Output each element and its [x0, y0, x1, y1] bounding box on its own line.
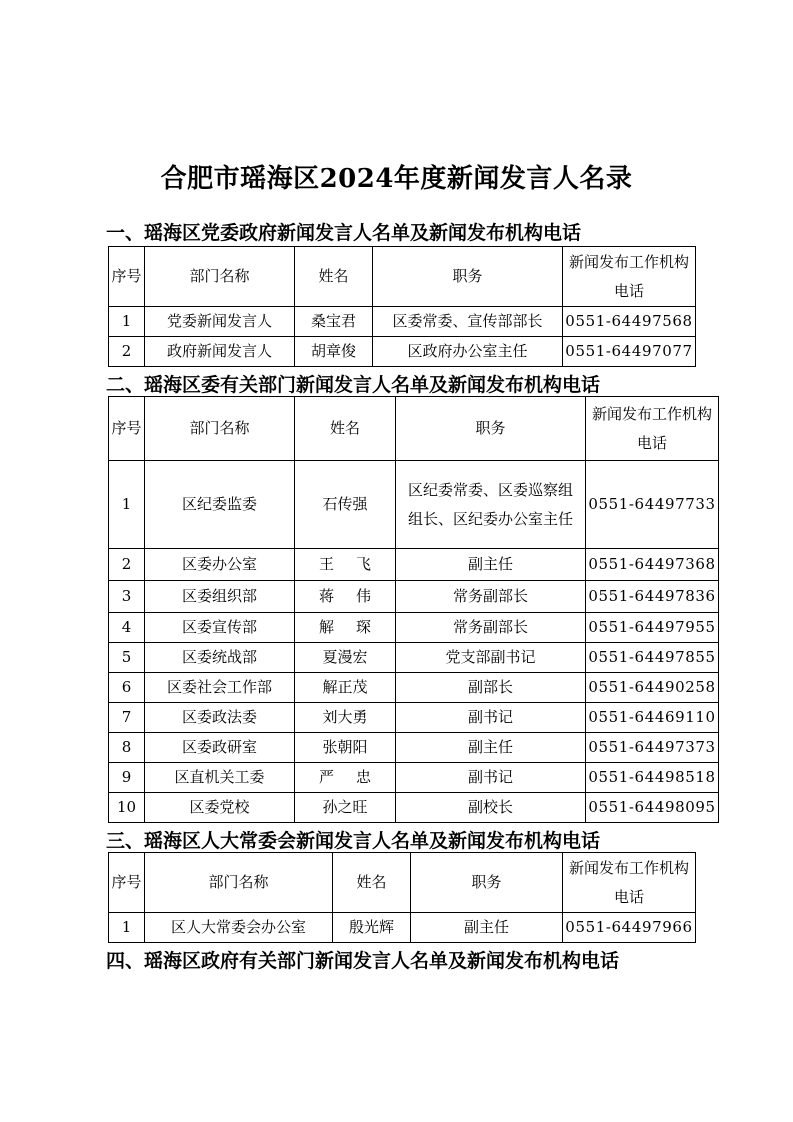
table-header-row: [109, 853, 696, 913]
cell-seq: 2: [109, 549, 145, 581]
cell-phone: 0551-64469110: [586, 703, 719, 733]
section-heading-2: 二、瑶海区委有关部门新闻发言人名单及新闻发布机构电话: [106, 374, 601, 396]
cell-seq: 5: [109, 643, 145, 673]
cell-seq: 7: [109, 703, 145, 733]
cell-name: 解琛: [295, 613, 396, 643]
cell-phone: 0551-64497855: [586, 643, 719, 673]
cell-phone: 0551-64497955: [586, 613, 719, 643]
cell-phone: 0551-64497966: [563, 913, 696, 943]
cell-position: 常务副部长: [396, 613, 586, 643]
cell-seq: 3: [109, 581, 145, 613]
cell-dept: 区委宣传部: [145, 613, 295, 643]
header-dept: 部门名称: [145, 247, 295, 307]
cell-name: 蒋伟: [295, 581, 396, 613]
table-row: [109, 461, 719, 549]
header-phone: 新闻发布工作机构电话: [586, 397, 719, 461]
table-section-1: [108, 246, 696, 367]
table-header-row: [109, 247, 696, 307]
cell-dept: 区委党校: [145, 793, 295, 823]
cell-dept: 区委组织部: [145, 581, 295, 613]
cell-position: 区委常委、宣传部部长: [373, 307, 563, 337]
table-row: [109, 581, 719, 613]
header-name: 姓名: [295, 247, 373, 307]
table-row: [109, 913, 696, 943]
table-row: [109, 643, 719, 673]
cell-position: 区纪委常委、区委巡察组组长、区纪委办公室主任: [396, 461, 586, 549]
section-heading-4: 四、瑶海区政府有关部门新闻发言人名单及新闻发布机构电话: [106, 950, 620, 972]
table-row: [109, 307, 696, 337]
cell-name: 殷光辉: [333, 913, 411, 943]
cell-position: 党支部副书记: [396, 643, 586, 673]
cell-position: 副主任: [396, 733, 586, 763]
cell-dept: 党委新闻发言人: [145, 307, 295, 337]
cell-name: 胡章俊: [295, 337, 373, 367]
table-row: [109, 763, 719, 793]
cell-phone: 0551-64497568: [563, 307, 696, 337]
cell-name: 刘大勇: [295, 703, 396, 733]
header-phone: 新闻发布工作机构电话: [563, 853, 696, 913]
cell-position: 副主任: [396, 549, 586, 581]
cell-name: 石传强: [295, 461, 396, 549]
cell-seq: 1: [109, 913, 145, 943]
table-row: [109, 613, 719, 643]
cell-position: 副书记: [396, 703, 586, 733]
cell-dept: 区委政研室: [145, 733, 295, 763]
cell-dept: 区纪委监委: [145, 461, 295, 549]
cell-phone: 0551-64490258: [586, 673, 719, 703]
cell-phone: 0551-64497733: [586, 461, 719, 549]
cell-position: 副部长: [396, 673, 586, 703]
table-section-3: [108, 852, 696, 943]
cell-seq: 2: [109, 337, 145, 367]
header-dept: 部门名称: [145, 853, 333, 913]
header-seq: 序号: [109, 247, 145, 307]
cell-name: 王飞: [295, 549, 396, 581]
table-header-row: [109, 397, 719, 461]
cell-position: 副主任: [411, 913, 563, 943]
cell-seq: 9: [109, 763, 145, 793]
document-title: 合肥市瑶海区2024年度新闻发言人名录: [160, 164, 633, 194]
table-row: [109, 703, 719, 733]
cell-position: 副书记: [396, 763, 586, 793]
cell-seq: 10: [109, 793, 145, 823]
header-seq: 序号: [109, 853, 145, 913]
cell-position: 区政府办公室主任: [373, 337, 563, 367]
cell-dept: 区委办公室: [145, 549, 295, 581]
cell-phone: 0551-64497373: [586, 733, 719, 763]
table-row: [109, 793, 719, 823]
table-row: [109, 673, 719, 703]
table-row: [109, 549, 719, 581]
cell-seq: 1: [109, 307, 145, 337]
table-row: [109, 733, 719, 763]
header-phone: 新闻发布工作机构电话: [563, 247, 696, 307]
section-heading-1: 一、瑶海区党委政府新闻发言人名单及新闻发布机构电话: [106, 222, 582, 244]
header-position: 职务: [373, 247, 563, 307]
header-name: 姓名: [333, 853, 411, 913]
cell-seq: 1: [109, 461, 145, 549]
header-name: 姓名: [295, 397, 396, 461]
cell-dept: 区直机关工委: [145, 763, 295, 793]
cell-dept: 区委政法委: [145, 703, 295, 733]
header-seq: 序号: [109, 397, 145, 461]
header-dept: 部门名称: [145, 397, 295, 461]
header-position: 职务: [411, 853, 563, 913]
cell-seq: 6: [109, 673, 145, 703]
cell-dept: 区人大常委会办公室: [145, 913, 333, 943]
cell-phone: 0551-64498518: [586, 763, 719, 793]
cell-phone: 0551-64498095: [586, 793, 719, 823]
cell-name: 桑宝君: [295, 307, 373, 337]
cell-name: 孙之旺: [295, 793, 396, 823]
section-heading-3: 三、瑶海区人大常委会新闻发言人名单及新闻发布机构电话: [106, 830, 601, 852]
cell-dept: 政府新闻发言人: [145, 337, 295, 367]
cell-name: 解正茂: [295, 673, 396, 703]
cell-seq: 4: [109, 613, 145, 643]
cell-phone: 0551-64497077: [563, 337, 696, 367]
cell-position: 副校长: [396, 793, 586, 823]
table-row: [109, 337, 696, 367]
table-section-2: [108, 396, 719, 823]
cell-position: 常务副部长: [396, 581, 586, 613]
cell-dept: 区委统战部: [145, 643, 295, 673]
header-position: 职务: [396, 397, 586, 461]
cell-name: 张朝阳: [295, 733, 396, 763]
cell-name: 夏漫宏: [295, 643, 396, 673]
cell-name: 严忠: [295, 763, 396, 793]
cell-seq: 8: [109, 733, 145, 763]
cell-phone: 0551-64497836: [586, 581, 719, 613]
cell-phone: 0551-64497368: [586, 549, 719, 581]
cell-dept: 区委社会工作部: [145, 673, 295, 703]
